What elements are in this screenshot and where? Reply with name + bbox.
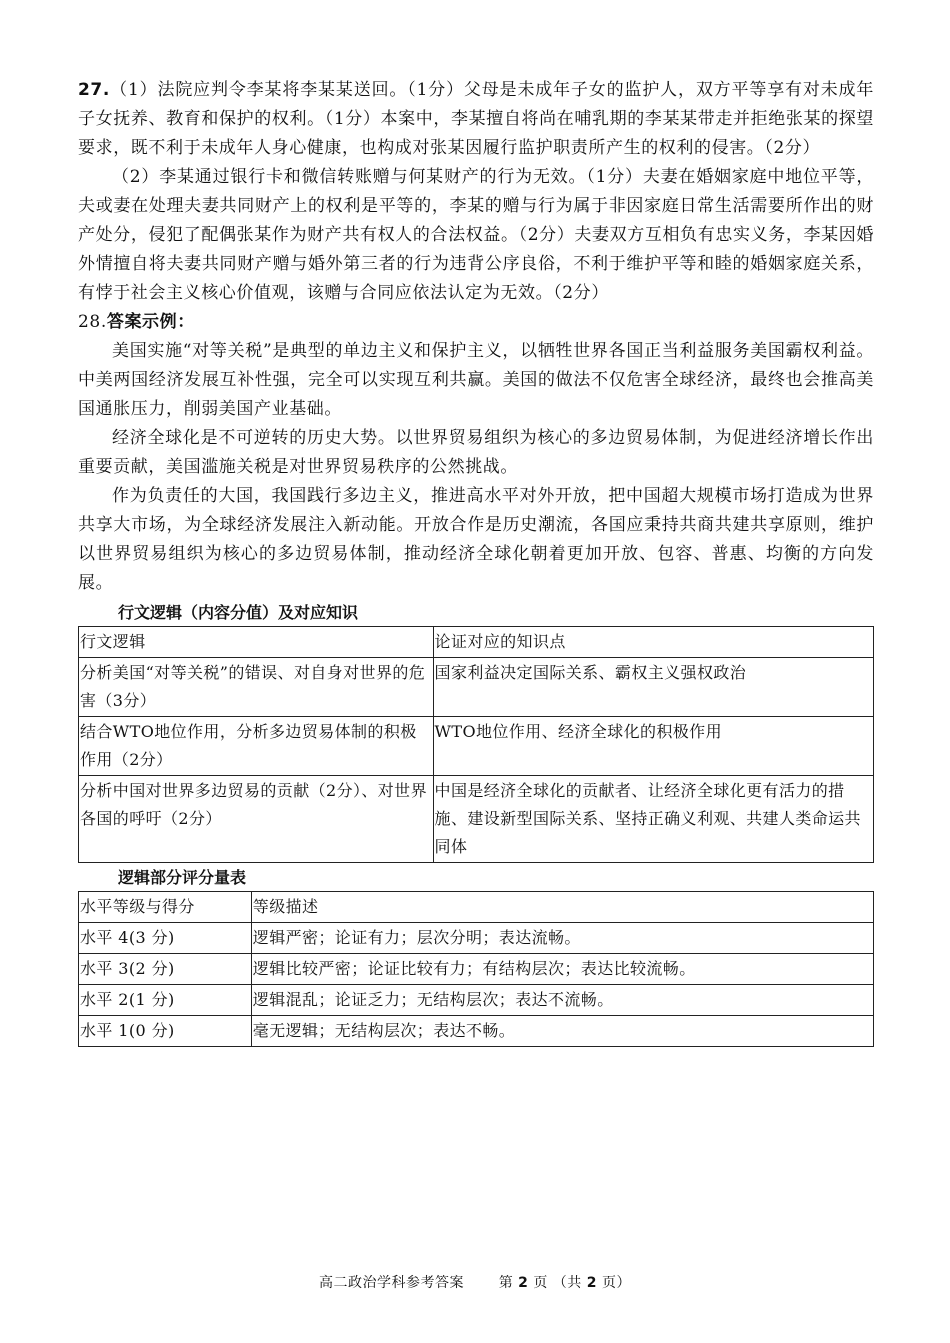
table1-caption: 行文逻辑（内容分值）及对应知识 xyxy=(118,603,359,622)
table-row xyxy=(79,658,874,717)
footer-page-number: 2 xyxy=(518,1275,529,1291)
table-row xyxy=(79,923,874,954)
table-header-cell: 水平等级与得分 xyxy=(79,892,252,923)
table-cell: 水平 2(1 分) xyxy=(79,985,252,1016)
table-cell: 逻辑严密；论证有力；层次分明；表达流畅。 xyxy=(251,923,873,954)
table-header-cell: 行文逻辑 xyxy=(79,627,434,658)
table-cell: 分析美国“对等关税”的错误、对自身对世界的危害（3分） xyxy=(79,658,434,717)
q27-number: 27. xyxy=(78,80,110,100)
table-cell: WTO地位作用、经济全球化的积极作用 xyxy=(433,717,873,776)
content-logic-table xyxy=(78,626,874,863)
q28-paragraph-1: 美国实施“对等关税”是典型的单边主义和保护主义，以牺牲世界各国正当利益服务美国霸权利益。中美两国经济发展互补性强，完全可以实现互利共赢。美国的做法不仅危害全球经济，最终也会推高美国通胀压力，削弱美国产业基础。 xyxy=(78,341,874,419)
table-row xyxy=(79,1016,874,1047)
answer-page xyxy=(78,76,874,1047)
table-cell: 水平 1(0 分) xyxy=(79,1016,252,1047)
table-header-cell: 等级描述 xyxy=(251,892,873,923)
table-header-row xyxy=(79,627,874,658)
q28-heading: 28.答案示例： xyxy=(78,312,195,332)
table-header-cell: 论证对应的知识点 xyxy=(433,627,873,658)
footer-title: 高二政治学科参考答案 xyxy=(319,1275,465,1291)
table-cell: 逻辑比较严密；论证比较有力；有结构层次；表达比较流畅。 xyxy=(251,954,873,985)
q27-part2: （2）李某通过银行卡和微信转账赠与何某财产的行为无效。（1分）夫妻在婚姻家庭中地位平等，夫或妻在处理夫妻共同财产上的权利是平等的，李某的赠与行为属于非因家庭日常生活需要所作出的财产处分，侵犯了配偶张某作为财产共有权人的合法权益。（2分）夫妻双方互相负有忠实义务，李某因婚外情擅自将夫妻共同财产赠与婚外第三者的行为违背公序良俗，不利于维护平等和睦的婚姻家庭关系，有悖于社会主义核心价值观，该赠与合同应依法认定为无效。（2分） xyxy=(78,167,874,303)
footer-total-pages: 2 xyxy=(586,1275,597,1291)
logic-scoring-table xyxy=(78,891,874,1047)
table-row xyxy=(79,985,874,1016)
table-cell: 逻辑混乱；论证乏力；无结构层次；表达不流畅。 xyxy=(251,985,873,1016)
table2-caption: 逻辑部分评分量表 xyxy=(118,868,247,887)
footer-page-mid: 页 （共 xyxy=(533,1275,582,1291)
q28-paragraph-3: 作为负责任的大国，我国践行多边主义，推进高水平对外开放，把中国超大规模市场打造成为世界共享大市场，为全球经济发展注入新动能。开放合作是历史潮流，各国应秉持共商共建共享原则，维护以世界贸易组织为核心的多边贸易体制，推动经济全球化朝着更加开放、包容、普惠、均衡的方向发展。 xyxy=(78,486,874,593)
table-row xyxy=(79,717,874,776)
footer-page-prefix: 第 xyxy=(498,1275,514,1291)
table-row xyxy=(79,954,874,985)
table-cell: 水平 4(3 分) xyxy=(79,923,252,954)
q28-number: 28. xyxy=(78,312,107,332)
table-cell: 分析中国对世界多边贸易的贡献（2分）、对世界各国的呼吁（2分） xyxy=(79,776,434,863)
table-cell: 中国是经济全球化的贡献者、让经济全球化更有活力的措施、建设新型国际关系、坚持正确义利观、共建人类命运共同体 xyxy=(433,776,873,863)
table-cell: 毫无逻辑；无结构层次；表达不畅。 xyxy=(251,1016,873,1047)
footer-page-suffix: 页） xyxy=(601,1275,631,1291)
q27-part1: 27.（1）法院应判令李某将李某某送回。（1分）父母是未成年子女的监护人，双方平等享有对未成年子女抚养、教育和保护的权利。（1分）本案中，李某擅自将尚在哺乳期的李某某带走并拒绝张某的探望要求，既不利于未成年人身心健康，也构成对张某因履行监护职责所产生的权利的侵害。（2分） xyxy=(78,80,874,158)
page-footer xyxy=(0,1272,950,1292)
table-cell: 水平 3(2 分) xyxy=(79,954,252,985)
table-header-row xyxy=(79,892,874,923)
table-cell: 国家利益决定国际关系、霸权主义强权政治 xyxy=(433,658,873,717)
table-cell: 结合WTO地位作用，分析多边贸易体制的积极作用（2分） xyxy=(79,717,434,776)
q28-paragraph-2: 经济全球化是不可逆转的历史大势。以世界贸易组织为核心的多边贸易体制，为促进经济增长作出重要贡献，美国滥施关税是对世界贸易秩序的公然挑战。 xyxy=(78,428,874,477)
table-row xyxy=(79,776,874,863)
